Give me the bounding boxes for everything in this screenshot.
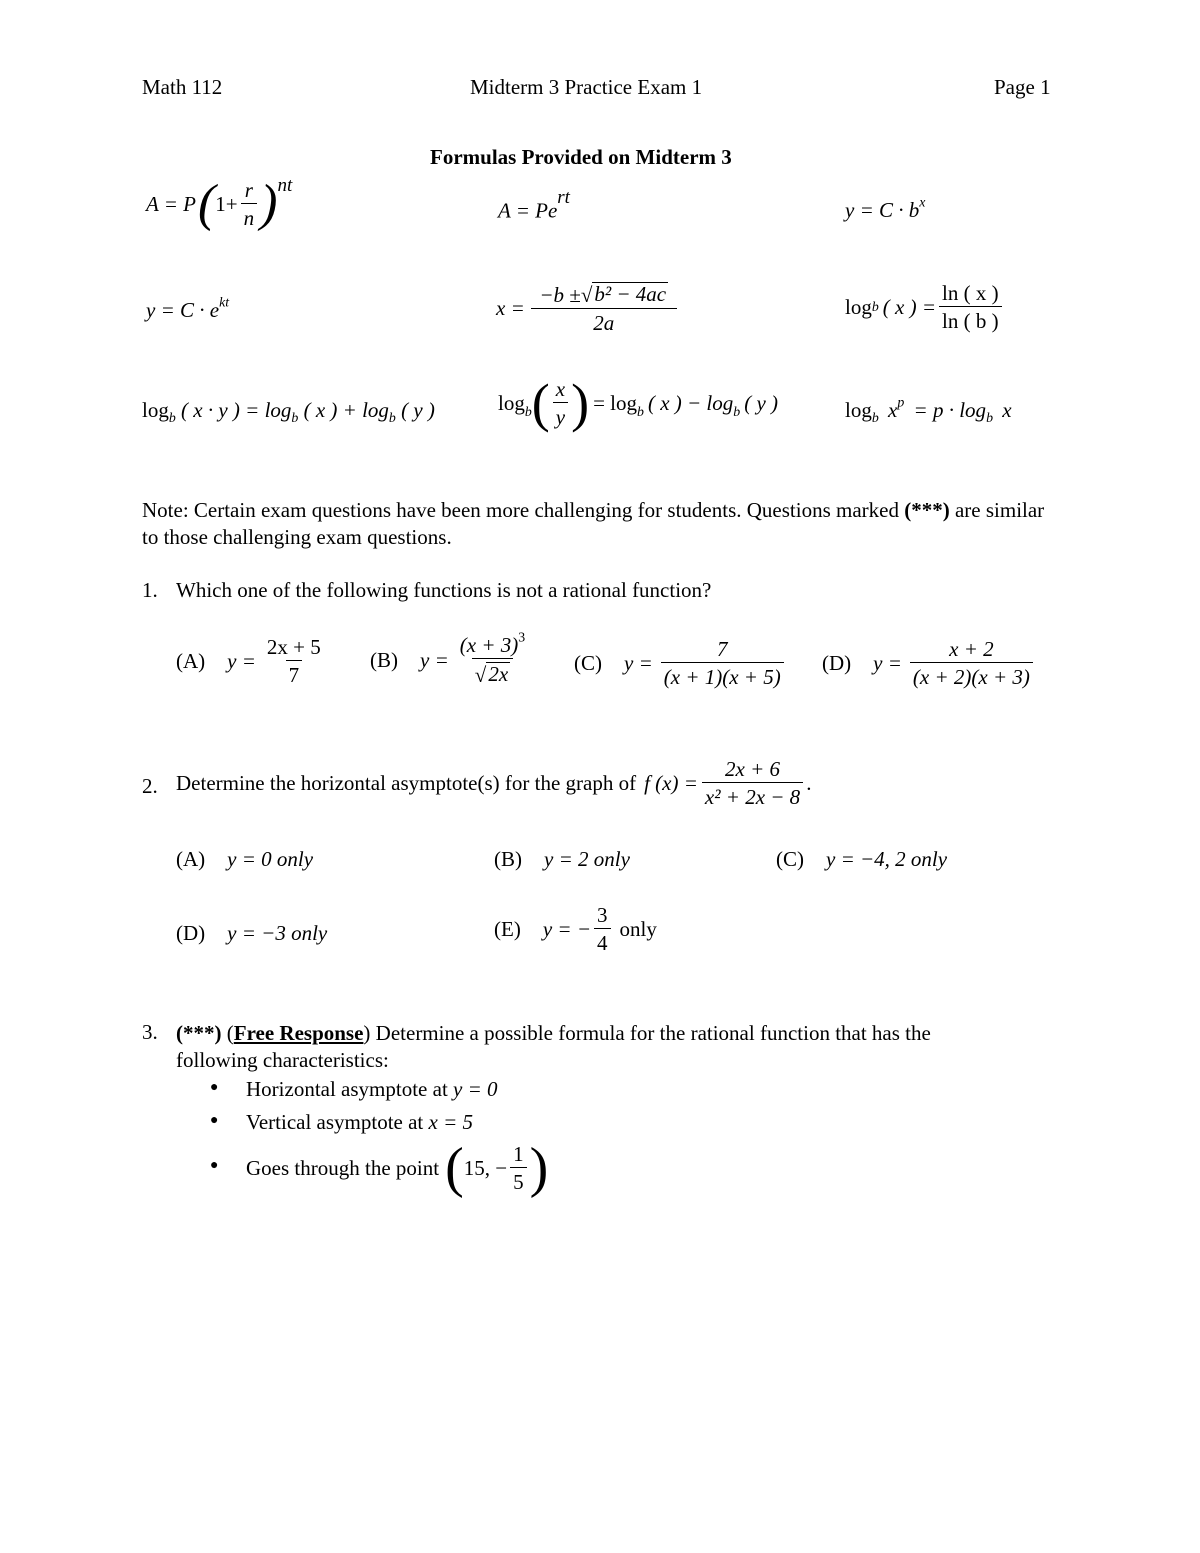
formula-continuous: A = Pert bbox=[498, 187, 570, 223]
header-title: Midterm 3 Practice Exam 1 bbox=[470, 75, 703, 99]
q1-option-d: (D) y = $\frac{x + 2}{(x + 2)(x + 3)}$ bbox=[822, 638, 1036, 688]
q2-option-a: (A) y = 0 only bbox=[176, 847, 314, 871]
q2-option-e: (E) y = − $\frac{3}{4}$ only bbox=[494, 903, 657, 956]
q2-option-c: (C) y = −4, 2 only bbox=[776, 847, 948, 871]
q3-bullet-1: Horizontal asymptote at y = 0 bbox=[246, 1077, 498, 1101]
q1-text: Which one of the following functions is not a rational function? bbox=[176, 578, 712, 602]
header-page: Page 1 bbox=[994, 75, 1051, 99]
q1-number: 1. bbox=[142, 578, 158, 602]
q2-number: 2. bbox=[142, 774, 158, 798]
formula-product-rule: $\log_b$ ( x · y ) = $\log_b$ ( x ) + $\log_b$ ( y ) bbox=[142, 398, 435, 425]
formula-power-rule: $\log_b x^p = p \cdot \log_b x$ bbox=[845, 394, 1012, 425]
q2-option-d: (D) y = −3 only bbox=[176, 921, 328, 945]
q3-bullet-2-dot: ● bbox=[210, 1113, 219, 1128]
q1-option-b: (B) y = $(x + 3)^3$ √ 2x bbox=[370, 629, 526, 688]
formulas-heading: Formulas Provided on Midterm 3 bbox=[430, 145, 732, 169]
formula-continuous-growth: $y = C \cdot e^{kt}$ bbox=[146, 294, 230, 322]
note-paragraph: Note: Certain exam questions have been more challenging for students. Questions marked (***) are similar to those challenging exam questions. bbox=[142, 498, 1045, 549]
q2-text: Determine the horizontal asymptote(s) for the graph of f (x) = $\frac{2x + 6}{\text{x² + 2x − 8}}$ . bbox=[176, 757, 812, 810]
q3-bullet-3: Goes through the point ( 15, − $\frac{1}{5}$ ) bbox=[246, 1137, 549, 1199]
q1-option-c: (C) y = $\frac{7}{(x + 1)(x + 5)}$ bbox=[574, 638, 787, 688]
formula-exponential: $y = C \cdot b^x$ bbox=[845, 194, 926, 222]
formula-quotient-rule: log b ( $\frac{x}{y}$ ) = log b ( x ) − log b ( y ) bbox=[498, 373, 779, 433]
q3-bullet-1-dot: ● bbox=[210, 1080, 219, 1095]
formula-change-of-base: log b ( x ) = $\frac{\ln ( x )}{\ln ( b )}$ bbox=[845, 282, 1005, 332]
q3-bullet-2: Vertical asymptote at x = 5 bbox=[246, 1110, 474, 1134]
header-course: Math 112 bbox=[142, 75, 223, 99]
q3-text: (***) (Free Response) Determine a possible formula for the rational function that has the following characteristics: bbox=[176, 1021, 931, 1072]
formula-quadratic: x = −b ± √ b² − 4ac 2a bbox=[496, 282, 680, 334]
q2-option-b: (B) y = 2 only bbox=[494, 847, 630, 871]
q3-number: 3. bbox=[142, 1020, 158, 1044]
formula-compound-interest: A = P ( 1+ $\frac{r}{n}$ ) nt bbox=[146, 175, 293, 232]
q1-option-a: (A) y = $\frac{2x + 5}{7}$ bbox=[176, 635, 321, 688]
q3-bullet-3-dot: ● bbox=[210, 1158, 219, 1173]
